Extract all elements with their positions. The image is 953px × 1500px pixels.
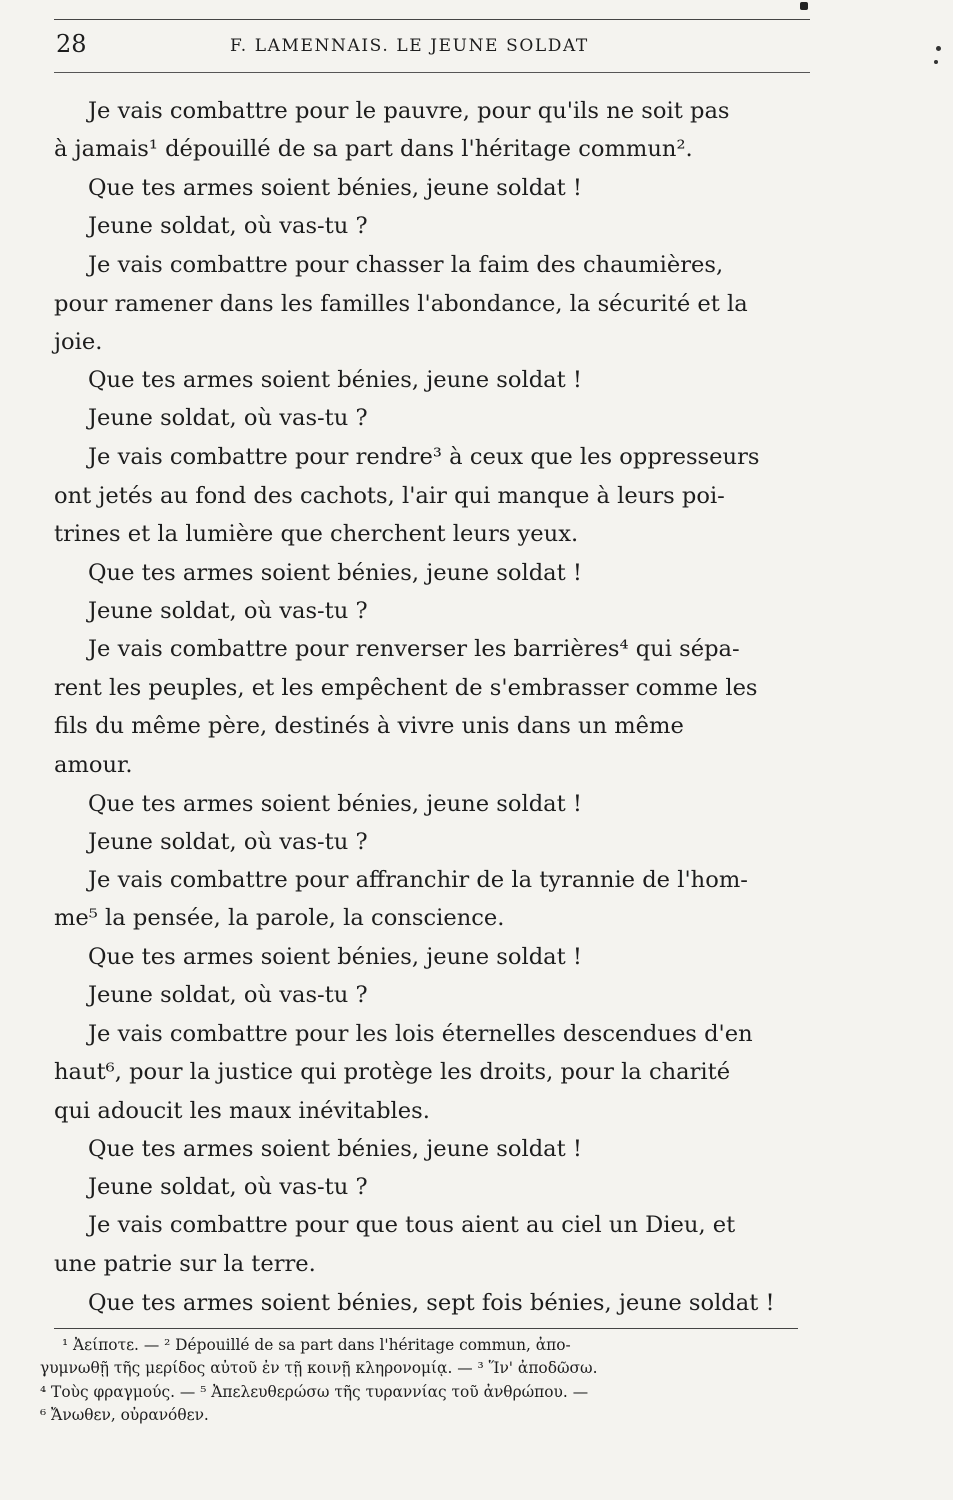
ink-speck (934, 60, 938, 64)
text-line: Je vais combattre pour le pauvre, pour qu'ils ne soit pas (88, 98, 730, 124)
text-line: à jamais¹ dépouillé de sa part dans l'héritage commun². (54, 136, 693, 162)
text-line: Jeune soldat, où vas-tu ? (88, 598, 368, 624)
page-header (54, 28, 810, 68)
text-line: Jeune soldat, où vas-tu ? (88, 213, 368, 239)
text-line: Je vais combattre pour que tous aient au ciel un Dieu, et (88, 1212, 736, 1238)
text-line: Que tes armes soient bénies, jeune soldat ! (88, 175, 582, 201)
footnote-line: γυμνωθῇ τῆς μερίδος αὐτοῦ ἐν τῇ κοινῇ κληρονομίᾳ. — ³ Ἵν' ἀποδῶσω. (40, 1359, 598, 1377)
text-line: Que tes armes soient bénies, jeune soldat ! (88, 944, 582, 970)
ink-speck (936, 46, 941, 51)
text-line: ont jetés au fond des cachots, l'air qui manque à leurs poi- (54, 483, 725, 509)
text-line: me⁵ la pensée, la parole, la conscience. (54, 905, 505, 931)
text-line: Je vais combattre pour renverser les barrières⁴ qui sépa- (88, 636, 740, 662)
text-line: une patrie sur la terre. (54, 1251, 316, 1277)
text-line: rent les peuples, et les empêchent de s'embrasser comme les (54, 675, 758, 701)
footnote-line: ¹ Ἀείποτε. — ² Dépouillé de sa part dans l'héritage commun, ἀπο- (62, 1336, 571, 1354)
text-line: amour. (54, 752, 133, 778)
running-head: F. LAMENNAIS. LE JEUNE SOLDAT (230, 36, 589, 56)
text-line: joie. (54, 329, 103, 355)
text-line: Que tes armes soient bénies, jeune soldat ! (88, 560, 582, 586)
footnote-rule (54, 1328, 798, 1329)
text-line: Que tes armes soient bénies, jeune soldat ! (88, 1136, 582, 1162)
text-line: haut⁶, pour la justice qui protège les droits, pour la charité (54, 1059, 731, 1085)
text-line: Je vais combattre pour les lois éternelles descendues d'en (88, 1021, 753, 1047)
text-line: Que tes armes soient bénies, jeune soldat ! (88, 367, 582, 393)
text-line: Je vais combattre pour affranchir de la tyrannie de l'hom- (88, 867, 748, 893)
text-line: Que tes armes soient bénies, jeune soldat ! (88, 791, 582, 817)
text-line: Jeune soldat, où vas-tu ? (88, 405, 368, 431)
text-line: Jeune soldat, où vas-tu ? (88, 829, 368, 855)
page-number: 28 (56, 30, 87, 58)
top-rule (54, 19, 810, 20)
header-rule (54, 72, 810, 73)
text-line: pour ramener dans les familles l'abondance, la sécurité et la (54, 291, 748, 317)
text-line: fils du même père, destinés à vivre unis dans un même (54, 713, 684, 739)
text-line: Jeune soldat, où vas-tu ? (88, 982, 368, 1008)
text-line: Je vais combattre pour chasser la faim des chaumières, (88, 252, 724, 278)
text-line: trines et la lumière que cherchent leurs yeux. (54, 521, 579, 547)
text-line: qui adoucit les maux inévitables. (54, 1098, 430, 1124)
text-line: Que tes armes soient bénies, sept fois bénies, jeune soldat ! (88, 1290, 775, 1316)
footnote-line: ⁶ Ἄνωθεν, οὐρανόθεν. (40, 1406, 209, 1424)
footnote-line: ⁴ Τοὺς φραγμούς. — ⁵ Ἀπελευθερώσω τῆς τυραννίας τοῦ ἀνθρώπου. — (40, 1383, 589, 1401)
ink-mark (800, 2, 808, 10)
text-line: Je vais combattre pour rendre³ à ceux que les oppresseurs (88, 444, 760, 470)
text-line: Jeune soldat, où vas-tu ? (88, 1174, 368, 1200)
